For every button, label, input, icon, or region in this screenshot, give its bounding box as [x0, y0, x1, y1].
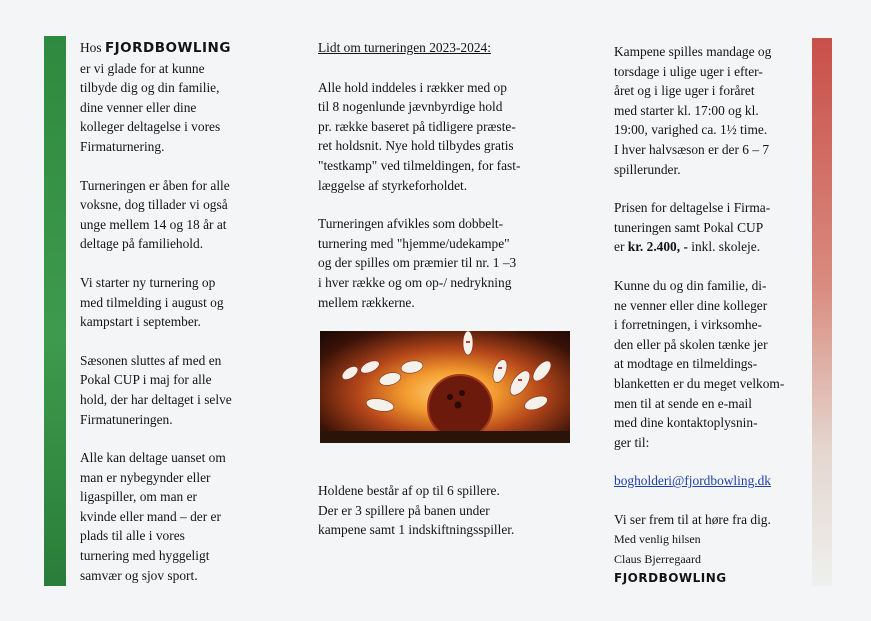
- column-middle: [318, 38, 580, 559]
- red-stripe: [812, 38, 832, 586]
- green-stripe: [44, 36, 66, 586]
- start-paragraph: Vi starter ny turnering op med tilmelding i august og kampstart i september.: [80, 274, 224, 330]
- intro-paragraph: Hos FJORDBOWLING er vi glade for at kunne tilbyde dig og din familie, dine venner eller dine kolleger deltagelse i vores Firmaturnering.: [80, 40, 231, 154]
- section-heading: Lidt om turneringen 2023-2024:: [318, 40, 491, 55]
- email-paragraph: [614, 471, 810, 491]
- brand-name: FJORDBOWLING: [104, 40, 231, 56]
- bowling-photo: [320, 331, 570, 443]
- signature-brand: FJORDBOWLING: [614, 571, 727, 586]
- contact-paragraph: Kunne du og din familie, di- ne venner eller dine kolleger i forretningen, i virksomhe- den eller på skolen tænke jer at modtage en tilmeldings- blanketten er du meget velkom- men til at sende en e-mail med dine kontaktoplysnin- ger til:: [614, 277, 785, 450]
- format-paragraph: Turneringen afvikles som dobbelt- turnering med "hjemme/udekampe" og der spilles om præmier til nr. 1 –3 i hver række og om op-/ nedrykning mellem rækkerne.: [318, 216, 517, 310]
- column-left: [80, 38, 285, 604]
- signer-name: Claus Bjerregaard: [614, 552, 701, 567]
- everyone-paragraph: Alle kan deltage uanset om man er nybegynder eller ligaspiller, om man er kvinde eller mand – der er plads til alle i vores turnering med hyggeligt samvær og sjov sport.: [80, 450, 226, 583]
- bowling-illustration: [320, 331, 570, 443]
- closing-line: Vi ser frem til at høre fra dig.: [614, 511, 771, 527]
- price-value: kr. 2.400, -: [627, 239, 688, 255]
- price-paragraph: Prisen for deltagelse i Firma- tuneringen samt Pokal CUP er kr. 2.400, - inkl. skoleje.: [614, 200, 771, 255]
- season-paragraph: Sæsonen sluttes af med en Pokal CUP i maj for alle hold, der har deltaget i selve Firmatuneringen.: [80, 352, 232, 427]
- greeting-line: Med venlig hilsen: [614, 532, 701, 547]
- schedule-paragraph: Kampene spilles mandage og torsdage i ulige uger i efter- året og i lige uger i foråret med starter kl. 17:00 og kl. 19:00, varighed ca. 1½ time. I hver halvsæson er der 6 – 7 spillerunder.: [614, 44, 772, 177]
- age-paragraph: Turneringen er åben for alle voksne, dog tillader vi også unge mellem 14 og 18 år at deltage på familiehold.: [80, 177, 230, 252]
- column-right: [614, 42, 810, 589]
- teams-paragraph: Holdene består af op til 6 spillere. Der er 3 spillere på banen under kampene samt 1 indskiftningsspiller.: [318, 483, 515, 538]
- email-link[interactable]: bogholderi@fjordbowling.dk: [614, 473, 772, 489]
- groups-paragraph: Alle hold inddeles i rækker med op til 8 nogenlunde jævnbyrdige hold pr. række baseret på tidligere præste- ret holdsnit. Nye hold tilbydes gratis "testkamp" ved tilmeldingen, for fast- læggelse af styrkeforholdet.: [318, 79, 521, 193]
- signature-block: [614, 510, 810, 589]
